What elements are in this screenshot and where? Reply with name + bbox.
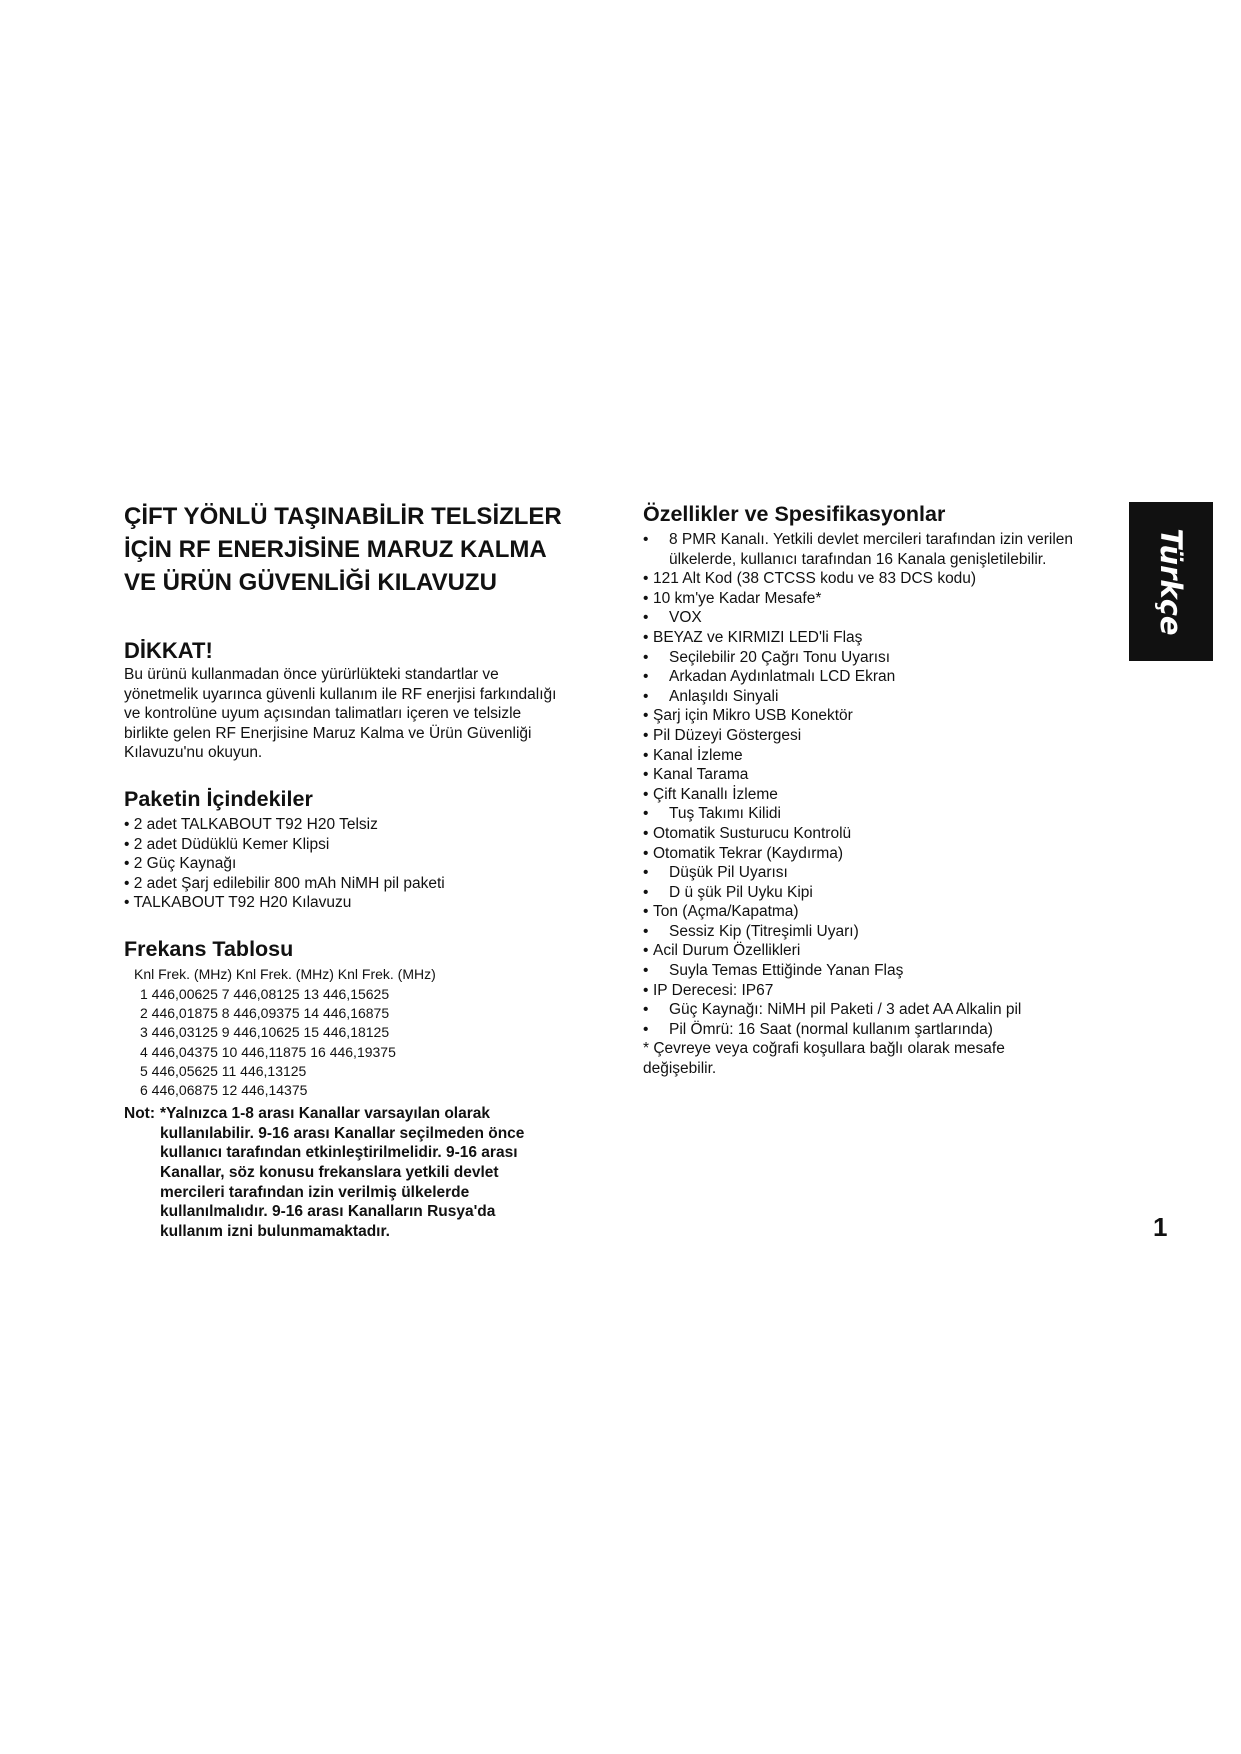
note-line: Kanallar, söz konusu frekanslara yetkili devlet [160,1163,499,1181]
bullet: • [643,864,649,882]
feature-line: Otomatik Susturucu Kontrolü [653,824,852,842]
table-row: 5 446,05625 11 446,13125 [140,1062,307,1079]
table-row: 6 446,06875 12 446,14375 [140,1081,308,1098]
bullet: • [643,668,649,686]
feature-item [643,667,1123,687]
page-number: 1 [1153,1212,1168,1242]
feature-text [669,1020,993,1040]
feature-item [643,608,1123,628]
feature-text [669,687,778,707]
feature-item [643,804,1123,824]
feature-line: Otomatik Tekrar (Kaydırma) [653,844,844,862]
note-line: mercileri tarafından izin verilmiş ülkelerde [160,1183,470,1201]
feature-line: Ton (Açma/Kapatma) [653,903,799,921]
note-line: kullanım izni bulunmamaktadır. [160,1222,390,1240]
feature-line: Kanal Tarama [653,766,749,784]
bullet: • [643,746,649,764]
feature-text [669,530,1073,569]
feature-item [643,569,1123,589]
table-row: 1 446,00625 7 446,08125 13 446,15625 [140,985,390,1002]
bullet: • [643,570,649,588]
feature-line: 8 PMR Kanalı. Yetkili devlet mercileri tarafından izin verilen [669,531,1074,548]
bullet: • [643,648,649,666]
note-line: kullanılmalıdır. 9-16 arası Kanalların Rusya'da [160,1203,496,1221]
feature-item [643,706,1123,726]
feature-line: Pil Düzeyi Göstergesi [653,726,802,744]
bullet: • [643,844,649,862]
list-item: • TALKABOUT T92 H20 Kılavuzu [124,894,352,912]
feature-item [643,746,1123,766]
feature-line: D ü şük Pil Uyku Kipi [669,883,813,901]
feature-line: 121 Alt Kod (38 CTCSS kodu ve 83 DCS kodu) [653,570,977,588]
feature-line: VOX [669,609,702,627]
feature-line: Anlaşıldı Sinyali [669,687,779,705]
package-list [124,815,624,913]
feature-item [643,824,1123,844]
note-line: kullanılabilir. 9-16 arası Kanallar seçilmeden önce [160,1124,525,1142]
feature-line: Suyla Temas Ettiğinde Yanan Flaş [669,962,904,980]
warning-line: ve kontrolüne uyum açısından talimatları içeren ve telsizle [124,705,522,723]
feature-text [653,746,743,766]
feature-item [643,530,1123,569]
frequency-table [140,985,624,1100]
bullet: • [643,785,649,803]
feature-text [669,961,903,981]
bullet: • [643,942,649,960]
frequency-table-header: Knl Frek. (MHz) Knl Frek. (MHz) Knl Frek. (MHz) [134,965,436,982]
note-line: *Yalnızca 1-8 arası Kanallar varsayılan olarak [160,1105,491,1123]
feature-line: 10 km'ye Kadar Mesafe* [653,589,822,607]
feature-item [643,981,1123,1001]
feature-text [653,844,843,864]
feature-text [653,589,821,609]
feature-item [643,726,1123,746]
feature-item [643,687,1123,707]
footnote-line: değişebilir. [643,1060,717,1078]
feature-line: Güç Kaynağı: NiMH pil Paketi / 3 adet AA Alkalin pil [669,1001,1022,1019]
bullet: • [643,628,649,646]
bullet: • [643,589,649,607]
features-list [643,530,1123,1039]
feature-text [669,922,859,942]
feature-line: Düşük Pil Uyarısı [669,864,788,882]
note-label: Not: [124,1105,155,1123]
title-line: ÇİFT YÖNLÜ TAŞINABİLİR TELSİZLER [124,503,562,530]
feature-text [669,883,813,903]
language-tab-label: Türkçe [1154,528,1188,636]
bullet: • [643,981,649,999]
list-item: • 2 adet Şarj edilebilir 800 mAh NiMH pil paketi [124,874,445,892]
feature-line: ülkelerde, kullanıcı tarafından 16 Kanala genişletilebilir. [669,550,1047,568]
feature-text [653,824,851,844]
feature-text [669,608,702,628]
footnote-line: * Çevreye veya coğrafi koşullara bağlı olarak mesafe [643,1040,1005,1058]
feature-line: Arkadan Aydınlatmalı LCD Ekran [669,668,896,686]
feature-item [643,628,1123,648]
feature-item [643,961,1123,981]
feature-line: BEYAZ ve KIRMIZI LED'li Flaş [653,628,863,646]
frequency-table-title: Frekans Tablosu [124,936,294,961]
feature-item [643,844,1123,864]
feature-text [653,981,773,1001]
feature-text [653,628,862,648]
document-title [124,500,624,599]
bullet: • [643,609,649,627]
note-line: kullanıcı tarafından etkinleştirilmelidir. 9-16 arası [160,1144,518,1162]
bullet: • [643,766,649,784]
table-row: 4 446,04375 10 446,11875 16 446,19375 [140,1043,396,1060]
feature-item [643,648,1123,668]
bullet: • [643,883,649,901]
feature-item [643,883,1123,903]
feature-item [643,1020,1123,1040]
bullet: • [643,824,649,842]
feature-line: IP Derecesi: IP67 [653,981,774,999]
feature-item [643,1000,1123,1020]
bullet: • [643,707,649,725]
note [124,1104,624,1241]
feature-item [643,863,1123,883]
table-row: 2 446,01875 8 446,09375 14 446,16875 [140,1005,390,1022]
feature-line: Kanal İzleme [653,746,743,764]
bullet: • [643,1020,649,1038]
feature-line: Şarj için Mikro USB Konektör [653,707,853,725]
feature-item [643,765,1123,785]
warning-line: Bu ürünü kullanmadan önce yürürlükteki standartlar ve [124,666,499,683]
feature-text [653,902,799,922]
features-title: Özellikler ve Spesifikasyonlar [643,502,946,526]
feature-text [669,804,781,824]
feature-item [643,941,1123,961]
title-line: İÇİN RF ENERJİSİNE MARUZ KALMA [124,536,547,563]
feature-text [653,765,748,785]
list-item: • 2 Güç Kaynağı [124,855,237,873]
bullet: • [643,726,649,744]
package-title: Paketin İçindekiler [124,786,313,811]
bullet: • [643,805,649,823]
feature-item [643,902,1123,922]
warning-text [124,665,624,763]
warning-line: birlikte gelen RF Enerjisine Maruz Kalma ve Ürün Güvenliği [124,724,532,742]
feature-text [669,1000,1021,1020]
feature-item [643,785,1123,805]
feature-line: Acil Durum Özellikleri [653,942,801,960]
feature-text [653,569,976,589]
feature-text [669,667,895,687]
warning-line: Kılavuzu'nu okuyun. [124,744,263,762]
feature-text [653,726,801,746]
feature-line: Seçilebilir 20 Çağrı Tonu Uyarısı [669,648,891,666]
bullet: • [643,903,649,921]
right-column [643,500,1123,1079]
feature-line: Tuş Takımı Kilidi [669,805,781,823]
list-item: • 2 adet Düdüklü Kemer Klipsi [124,835,330,853]
warning-line: yönetmelik uyarınca güvenli kullanım ile RF enerjisi farkındalığı [124,685,557,703]
bullet: • [643,531,649,548]
feature-text [653,941,800,961]
feature-line: Çift Kanallı İzleme [653,785,778,803]
bullet: • [643,962,649,980]
feature-line: Pil Ömrü: 16 Saat (normal kullanım şartlarında) [669,1020,993,1038]
feature-line: Sessiz Kip (Titreşimli Uyarı) [669,922,859,940]
footnote [643,1039,1123,1078]
feature-item [643,589,1123,609]
feature-text [653,785,778,805]
table-row: 3 446,03125 9 446,10625 15 446,18125 [140,1024,390,1041]
title-line: VE ÜRÜN GÜVENLİĞİ KILAVUZU [124,569,497,596]
feature-item [643,922,1123,942]
left-column [124,500,624,1241]
warning-title: DİKKAT! [124,638,213,663]
bullet: • [643,1001,649,1019]
feature-text [653,706,853,726]
language-tab [1129,502,1213,661]
feature-text [669,863,788,883]
feature-text [669,648,890,668]
note-body [160,1104,524,1241]
bullet: • [643,687,649,705]
list-item: • 2 adet TALKABOUT T92 H20 Telsiz [124,815,378,833]
bullet: • [643,922,649,940]
